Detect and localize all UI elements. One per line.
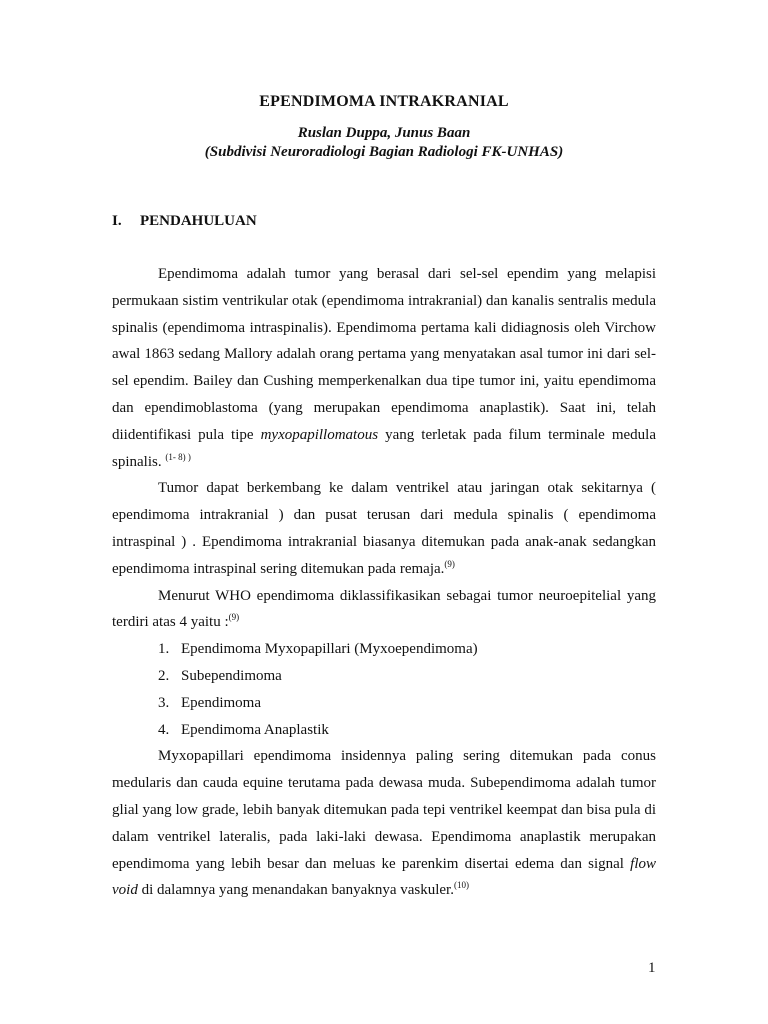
- author-names: Ruslan Duppa, Junus Baan: [297, 125, 471, 141]
- paragraph-4-text-b: di dalamnya yang menandakan banyaknya vaskuler.: [137, 882, 454, 899]
- paragraph-1-text-b: yang terletak pada filum terminale medula spinalis.: [112, 426, 656, 470]
- section-number: I.: [112, 213, 122, 229]
- list-item: [112, 663, 656, 690]
- paragraph-4: [112, 743, 656, 904]
- section-heading: [112, 213, 257, 230]
- author-affiliation: (Subdivisi Neuroradiologi Bagian Radiologi FK-UNHAS): [204, 144, 564, 160]
- list-item: [112, 636, 656, 663]
- list-item: [112, 690, 656, 717]
- list-item: [112, 717, 656, 744]
- list-item-number: 3.: [158, 694, 170, 711]
- list-item-number: 4.: [158, 721, 170, 738]
- section-title: PENDAHULUAN: [140, 213, 257, 229]
- citation-ref: (1- 8) ): [165, 451, 191, 462]
- citation-ref: (9): [228, 612, 240, 623]
- list-item-label: Subependimoma: [181, 667, 282, 684]
- paragraph-1-text-a: Ependimoma adalah tumor yang berasal dari sel-sel ependim yang melapisi permukaan sistim ventrikular otak (ependimoma intrakranial) dan kanalis sentralis medula spinalis (ependimoma intraspinalis). Ependimoma pertama kali didiagnosis oleh Virchow awal 1863 sedang Mallory adalah orang pertama yang menyatakan asal tumor ini dari sel-sel ependim. Bailey dan Cushing memperkenalkan dua tipe tumor ini, yaitu ependimoma dan ependimoblastoma (yang merupakan ependimoma anaplastik). Saat ini, telah diidentifikasi pula tipe: [112, 266, 656, 443]
- paragraph-2-text: Tumor dapat berkembang ke dalam ventrikel atau jaringan otak sekitarnya ( ependimoma intrakranial ) dan pusat terusan dari medula spinalis ( ependimoma intraspinal ) . Ependimoma intrakranial biasanya ditemukan pada anak-anak sedangkan ependimoma intraspinal sering ditemukan pada remaja.: [112, 480, 656, 577]
- body-text: [112, 261, 656, 904]
- classification-list: [112, 636, 656, 743]
- list-item-number: 2.: [158, 667, 170, 684]
- paragraph-3-text: Menurut WHO ependimoma diklassifikasikan sebagai tumor neuroepitelial yang terdiri atas 4 yaitu :: [112, 587, 656, 631]
- paragraph-4-italic-term: flow void: [112, 855, 656, 899]
- citation-ref: (10): [453, 880, 469, 891]
- paragraph-2: [112, 475, 656, 582]
- paragraph-1: [112, 261, 656, 475]
- list-item-label: Ependimoma Myxopapillari (Myxoependimoma): [181, 641, 478, 658]
- paragraph-3: [112, 583, 656, 637]
- citation-ref: (9): [444, 558, 455, 569]
- author-block: [0, 124, 768, 162]
- page-number: 1: [648, 960, 656, 976]
- list-item-label: Ependimoma Anaplastik: [181, 721, 329, 738]
- list-item-number: 1.: [158, 641, 170, 658]
- list-item-label: Ependimoma: [181, 694, 261, 711]
- document-title: EPENDIMOMA INTRAKRANIAL: [259, 93, 509, 110]
- paragraph-1-italic-term: myxopapillomatous: [260, 426, 379, 443]
- paragraph-4-text-a: Myxopapillari ependimoma insidennya paling sering ditemukan pada conus medularis dan cauda equine terutama pada dewasa muda. Subependimoma adalah tumor glial yang low grade, lebih banyak ditemukan pada tepi ventrikel keempat dan bisa pula di dalam ventrikel lateralis, pada laki-laki dewasa. Ependimoma anaplastik merupakan ependimoma yang lebih besar dan meluas ke parenkim disertai edema dan signal: [112, 748, 656, 872]
